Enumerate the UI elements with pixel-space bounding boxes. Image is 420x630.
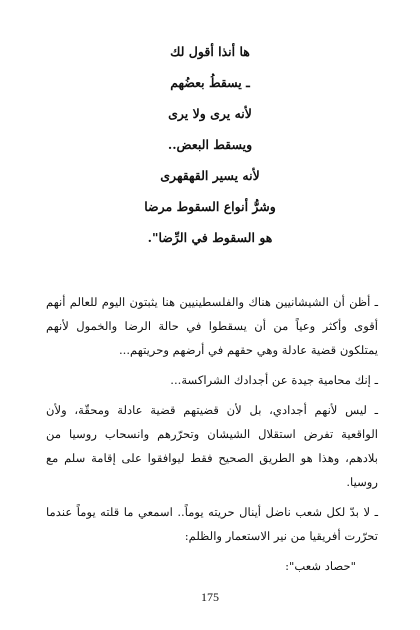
poem-block [40,36,380,253]
paragraph: ـ إنك محامية جيدة عن أجدادك الشراكسة... [170,373,378,387]
prose-block [46,290,378,584]
poem-line: وشرُّ أنواع السقوط مرضا [144,199,276,214]
paragraph: ـ لا بدّ لكل شعب ناضل أينال حريته يوماً.. اسمعي ما قلته يوماً عندما تحرّرت أفريقيا من نير الاستعمار والظلم: [46,505,378,543]
poem-line: لأنه يرى ولا يرى [168,106,252,121]
poem-line: ويسقط البعض.. [167,137,253,152]
poem-line: هو السقوط في الرِّضا". [147,230,273,245]
paragraph: ـ أظن أن الشيشانيين هناك والفلسطينيين هنا يثبتون اليوم للعالم أنهم أقوى وأكثر وعياً من أن يسقطوا في حالة الرضا والخمول لأنهم يمتلكون قضية عادلة وهي حقهم في أرضهم وحريتهم... [46,295,378,357]
paragraph: ـ ليس لأنهم أجدادي، بل لأن قضيتهم قضية عادلة ومحقّة، ولأن الواقعية تفرض استقلال الشيشان وتحرّرهم وانسحاب روسيا من بلادهم، وهذا هو الطريق الصحيح فقط ليوافقوا على إقامة سلم مع روسيا. [46,403,378,489]
paragraph: "حصاد شعب": [285,559,356,573]
poem-line: ـ يسقطُ بعضُهم [170,75,250,90]
page-number: 175 [201,590,219,604]
poem-line: ها أنذا أقول لك [170,44,250,59]
poem-line: لأنه يسير القهقهرى [160,168,260,183]
